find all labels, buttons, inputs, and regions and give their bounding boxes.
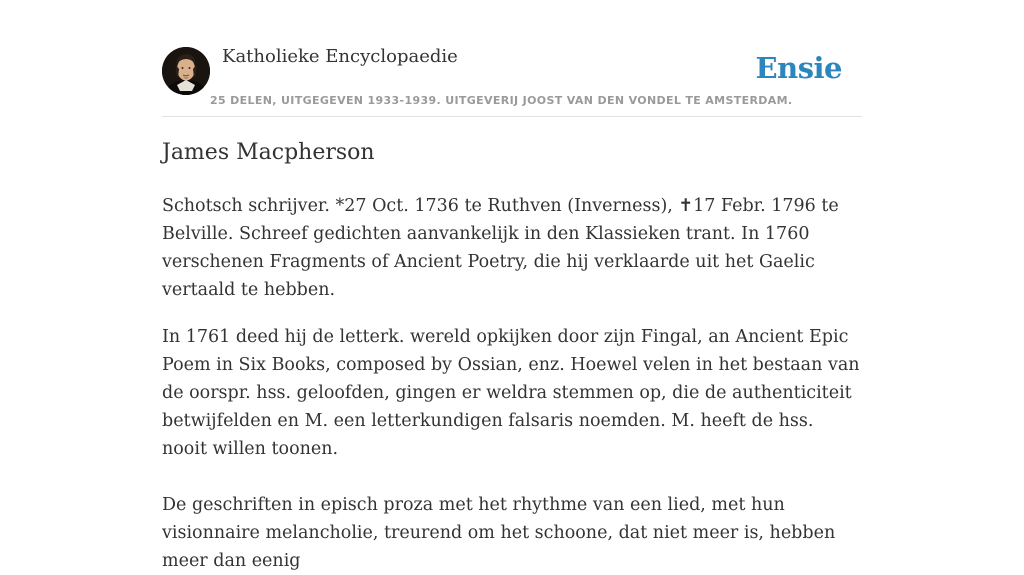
portrait-icon xyxy=(162,47,210,95)
article-title: James Macpherson xyxy=(162,140,375,165)
article-paragraph: De geschriften in episch proza met het rhythme van een lied, met hun visionnaire melancholie, treurend om het schoone, dat niet meer is, hebben meer dan eenig xyxy=(162,495,836,571)
source-title[interactable]: Katholieke Encyclopaedie xyxy=(222,46,458,67)
brand-logo[interactable]: Ensie xyxy=(755,51,842,85)
article-paragraph: In 1761 deed hij de letterk. wereld opkijken door zijn Fingal, an Ancient Epic Poem in Six Books, composed by Ossian, enz. Hoewel velen in het bestaan van de oorspr. hss. geloofden, gingen er weldra stemmen op, die de authenticiteit betwijfelden en M. een letterkundigen falsaris noemden. M. heeft de hss. nooit willen toonen. xyxy=(162,327,860,459)
article-paragraph: Schotsch schrijver. *27 Oct. 1736 te Ruthven (Inverness), ✝17 Febr. 1796 te Belville. Schreef gedichten aanvankelijk in den Klassieken trant. In 1760 verschenen Fragments of Ancient Poetry, die hij verklaarde uit het Gaelic vertaald te hebben. xyxy=(162,196,839,300)
source-avatar[interactable] xyxy=(162,47,210,95)
source-header xyxy=(162,0,862,117)
page xyxy=(162,0,862,571)
source-subtitle: 25 DELEN, UITGEGEVEN 1933-1939. UITGEVERIJ JOOST VAN DEN VONDEL TE AMSTERDAM. xyxy=(210,94,793,107)
article-body xyxy=(162,192,862,575)
